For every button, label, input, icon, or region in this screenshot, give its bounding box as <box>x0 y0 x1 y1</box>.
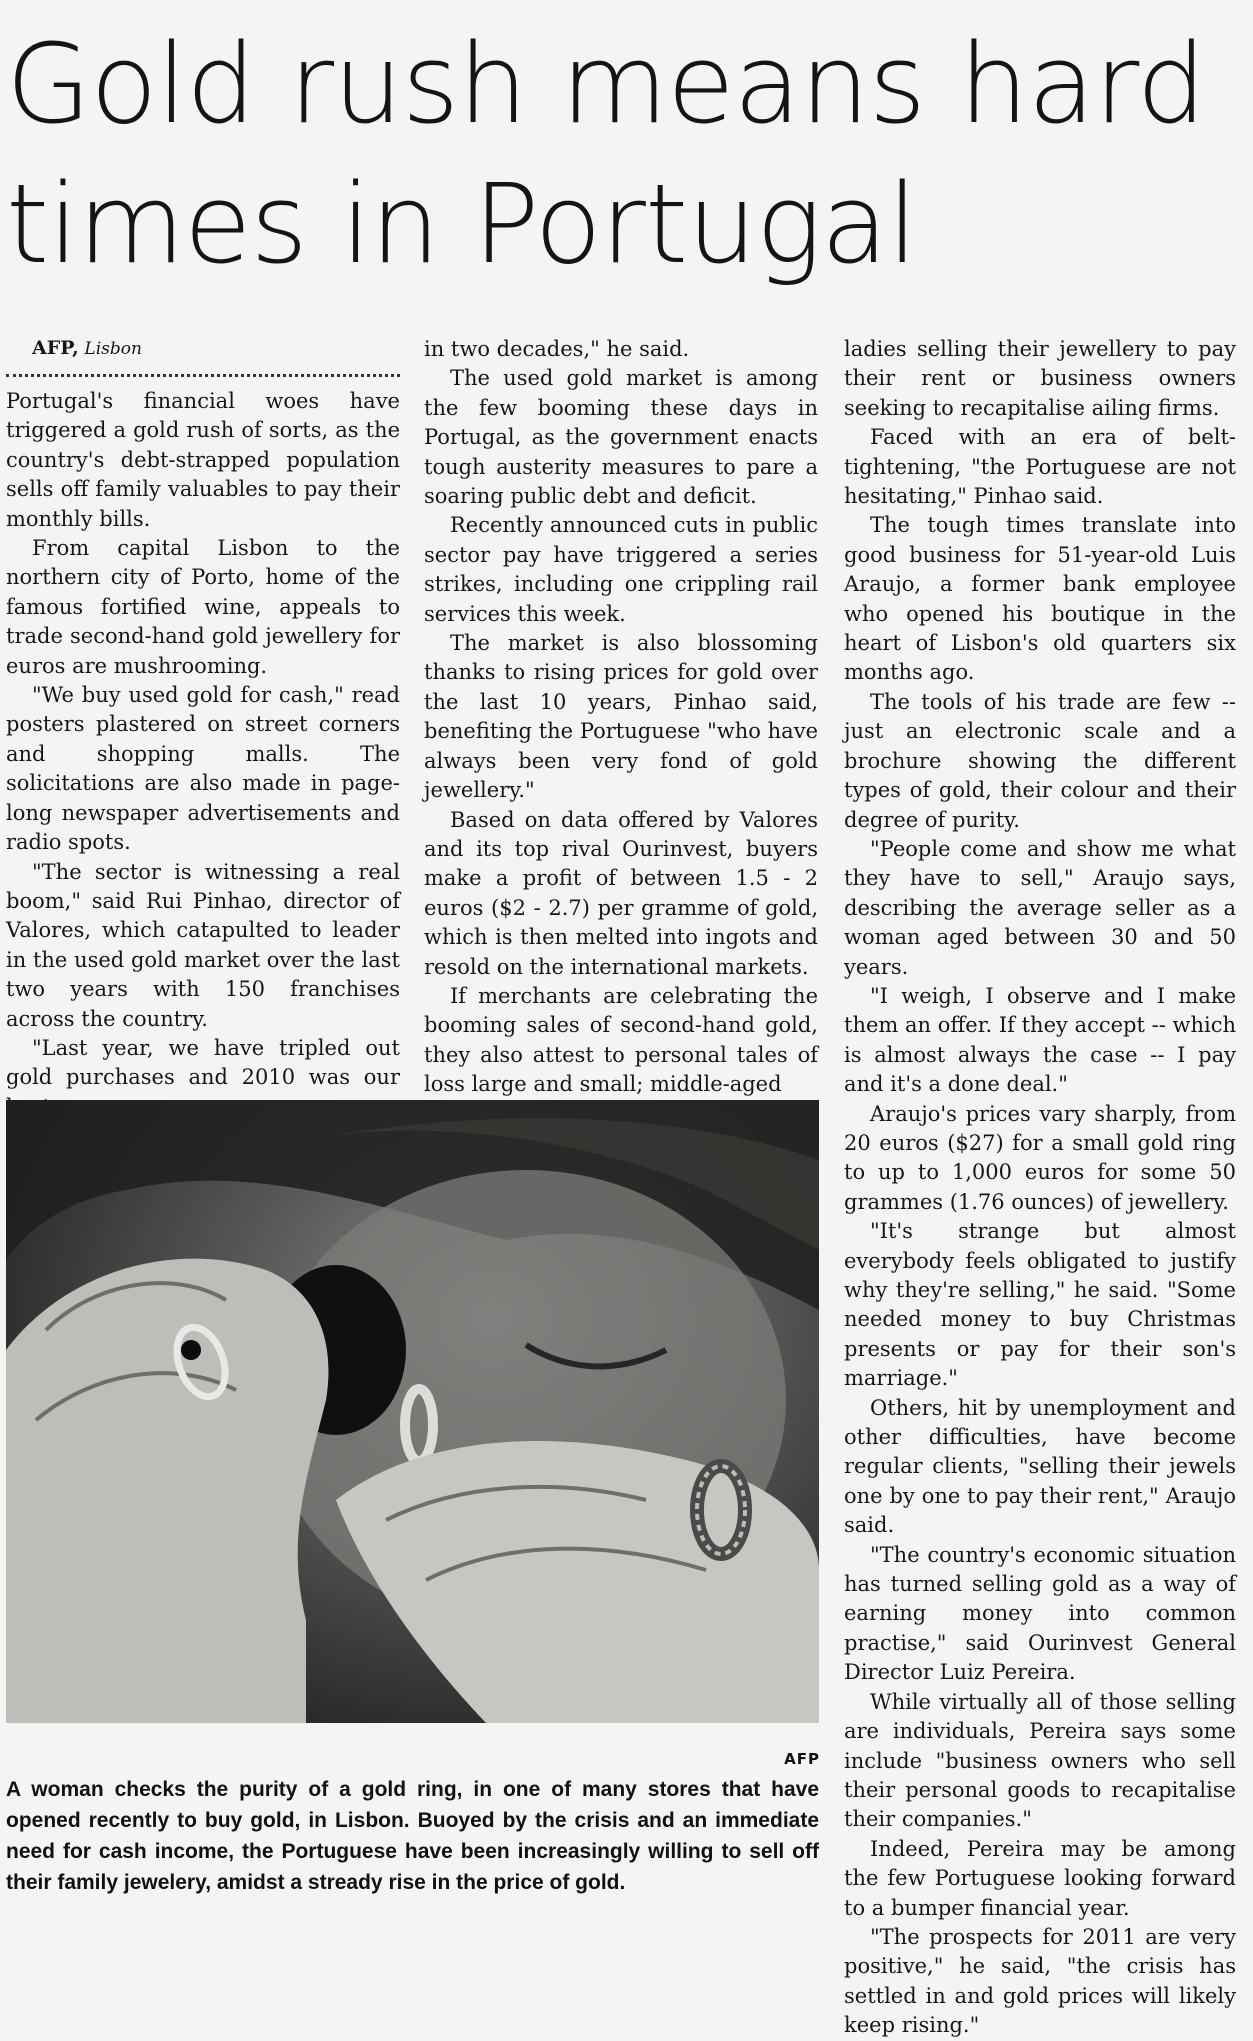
article-column-3 <box>844 335 1236 2041</box>
photo-illustration <box>6 1100 819 1723</box>
paragraph: "Last year, we have tripled out gold purchases and 2010 was our <box>6 1035 400 1090</box>
paragraph: "I weigh, I observe and I make them an offer. If they accept -- which is almost always the case -- I pay and it's a done deal." <box>844 983 1236 1097</box>
photo-credit: AFP <box>784 1750 820 1768</box>
paragraph: "People come and show me what they have to sell," Araujo says, describing the average seller as a woman aged between 30 and 50 years. <box>844 836 1236 979</box>
article-column-2 <box>424 335 818 1100</box>
paragraph: Others, hit by unemployment and other difficulties, have become regular clients, "selling their jewels one by one to pay their rent," Araujo said. <box>844 1395 1236 1538</box>
paragraph: "The sector is witnessing a real boom," said Rui Pinhao, director of Valores, which catapulted to leader in the used gold market over the last two years with 150 franchises across the country. <box>6 859 400 1031</box>
headline: Gold rush means hard times in Portugal <box>6 20 1206 288</box>
paragraph: in two decades," he said. <box>424 337 690 361</box>
news-photo <box>6 1100 819 1723</box>
paragraph: Portugal's financial woes have triggered a gold rush of sorts, as the country's debt-strapped population sells off family valuables to pay their monthly bills. <box>6 389 400 531</box>
paragraph: The used gold market is among the few booming these days in Portugal, as the government enacts tough austerity measures to pare a soaring public debt and deficit. <box>424 366 818 509</box>
paragraph: While virtually all of those selling are individuals, Pereira says some include "business owners who sell their personal goods to recapitalise their companies." <box>844 1689 1236 1832</box>
paragraph: The tough times translate into good business for 51-year-old Luis Araujo, a former bank employee who opened his boutique in the heart of Lisbon's old quarters six months ago. <box>844 513 1236 685</box>
paragraph: The market is also blossoming thanks to rising prices for gold over the last 10 years, Pinhao said, benefiting the Portuguese "who have always been very fond of gold jewellery." <box>424 631 818 803</box>
article-column-1 <box>6 335 400 1122</box>
byline-city: Lisbon <box>84 339 142 359</box>
paragraph: "The prospects for 2011 are very positive," he said, "the crisis has settled in and gold prices will likely keep rising." <box>844 1924 1236 2038</box>
paragraph: From capital Lisbon to the northern city of Porto, home of the famous fortified wine, appeals to trade second-hand gold jewellery for euros are mushrooming. <box>6 536 400 678</box>
paragraph: If merchants are celebrating the booming sales of second-hand gold, they also attest to personal tales of loss large and small; middle-aged <box>424 983 818 1097</box>
paragraph: Araujo's prices vary sharply, from 20 euros ($27) for a small gold ring to up to 1,000 euros for some 50 grammes (1.76 ounces) of jewellery. <box>844 1101 1236 1214</box>
paragraph: Based on data offered by Valores and its top rival Ourinvest, buyers make a profit of between 1.5 - 2 euros ($2 - 2.7) per gramme of gold, which is then melted into ingots and resold on the international markets. <box>424 807 818 979</box>
photo-caption: A woman checks the purity of a gold ring, in one of many stores that have opened recently to buy gold, in Lisbon. Buoyed by the crisis and an immediate need for cash income, the Portuguese have been increasingly willing to sell off their family jewelery, amidst a stready rise in the price of gold. <box>6 1778 819 1894</box>
paragraph: ladies selling their jewellery to pay their rent or business owners seeking to recapitalise ailing firms. <box>844 337 1236 420</box>
paragraph: "We buy used gold for cash," read posters plastered on street corners and shopping malls. The solicitations are also made in page-long newspaper advertisements and radio spots. <box>6 683 400 855</box>
byline <box>6 335 400 362</box>
paragraph: Recently announced cuts in public sector pay have triggered a series strikes, including one crippling rail services this week. <box>424 513 818 626</box>
paragraph: Indeed, Pereira may be among the few Portuguese looking forward to a bumper financial year. <box>844 1836 1236 1920</box>
byline-agency: AFP, <box>32 337 79 359</box>
paragraph: "The country's economic situation has turned selling gold as a way of earning money into common practise," said Ourinvest General Director Luiz Pereira. <box>844 1542 1236 1685</box>
paragraph: The tools of his trade are few -- just an electronic scale and a brochure showing the different types of gold, their colour and their degree of purity. <box>844 689 1236 832</box>
paragraph: "It's strange but almost everybody feels obligated to justify why they're selling," he said. "Some needed money to buy Christmas presents or pay for their son's marriage." <box>844 1219 1236 1391</box>
paragraph: Faced with an era of belt-tightening, "the Portuguese are not hesitating," Pinhao said. <box>844 425 1236 509</box>
byline-divider <box>6 374 400 377</box>
